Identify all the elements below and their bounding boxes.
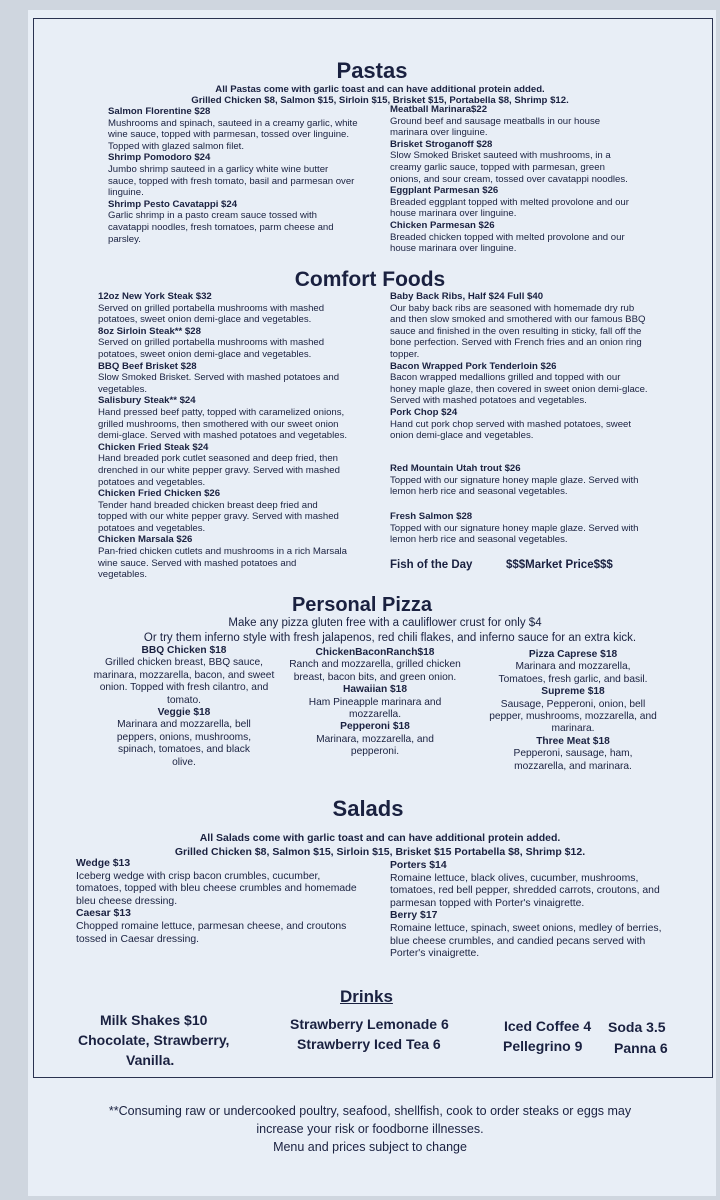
footer-line-2: increase your risk or foodborne illnesses. bbox=[256, 1122, 484, 1136]
item-name: Fresh Salmon $28 bbox=[390, 511, 473, 522]
item-name: Baby Back Ribs, Half $24 Full $40 bbox=[390, 291, 544, 302]
menu-item bbox=[280, 647, 470, 684]
drinks-heading: Drinks bbox=[340, 987, 393, 1006]
item-description: Romaine lettuce, black olives, cucumber, mushrooms, tomatoes, red bell pepper, shredded carrots, croutons, and parmesan topped with Porter's vinaigrette. bbox=[390, 872, 660, 909]
drink-milkshake-flavors-1: Chocolate, Strawberry, bbox=[78, 1032, 230, 1048]
salads-left-column bbox=[76, 858, 360, 946]
menu-item bbox=[84, 645, 284, 707]
item-name: Eggplant Parmesan $26 bbox=[390, 185, 499, 197]
item-name: BBQ Beef Brisket $28 bbox=[98, 360, 197, 372]
item-description: Breaded eggplant topped with melted provolone and our house marinara over linguine. bbox=[390, 196, 629, 220]
item-name: Bacon Wrapped Pork Tenderloin $26 bbox=[390, 360, 557, 372]
salads-heading: Salads bbox=[332, 796, 404, 821]
menu-item-fresh-salmon bbox=[390, 511, 648, 546]
menu-item bbox=[76, 908, 360, 946]
menu-item bbox=[478, 686, 668, 736]
menu-item bbox=[76, 858, 360, 908]
item-name: Pork Chop $24 bbox=[390, 406, 458, 418]
item-description: Ranch and mozzarella, grilled chicken breast, bacon bits, and green onion. bbox=[289, 659, 461, 683]
item-description: Our baby back ribs are seasoned with homemade dry rub and then slow smoked and smothered with our famous BBQ sauce and finished in the oven resulting in sticky, fall off the bone perfection. Served with French fries and an onion ring topper. bbox=[390, 302, 646, 360]
fish-of-the-day-label: Fish of the Day bbox=[390, 559, 473, 571]
menu-item bbox=[280, 721, 470, 758]
item-name: Brisket Stroganoff $28 bbox=[390, 138, 493, 150]
fish-of-the-day-price: $$$Market Price$$$ bbox=[506, 559, 613, 571]
menu-item bbox=[98, 361, 348, 396]
menu-item bbox=[478, 649, 668, 686]
item-description: Hand breaded pork cutlet seasoned and deep fried, then drenched in our white pepper gravy. Served with mashed potatoes and vegetables. bbox=[98, 453, 340, 488]
item-description: Topped with our signature honey maple glaze. Served with lemon herb rice and seasonal vegetables. bbox=[390, 522, 639, 546]
item-name: 12oz New York Steak $32 bbox=[98, 291, 212, 302]
menu-item bbox=[108, 199, 358, 245]
item-name: BBQ Chicken $18 bbox=[141, 645, 227, 656]
item-description: Marinara and mozzarella, bell peppers, onions, mushrooms, spinach, tomatoes, and black olive. bbox=[116, 719, 252, 768]
pizza-heading: Personal Pizza bbox=[291, 594, 433, 616]
pastas-heading: Pastas bbox=[336, 58, 408, 83]
menu-item bbox=[98, 488, 348, 534]
item-description: Hand pressed beef patty, topped with caramelized onions, grilled mushrooms, then smothered with our sweet onion demi-glace. Served with mashed potatoes and vegetables. bbox=[98, 406, 348, 442]
pastas-note-2: Grilled Chicken $8, Salmon $15, Sirloin $15, Brisket $15, Portabella $8, Shrimp $12. bbox=[191, 95, 569, 106]
item-description: Served on grilled portabella mushrooms with mashed potatoes, sweet onion demi-glace and vegetables. bbox=[98, 302, 325, 326]
item-description: Pepperoni, sausage, ham, mozzarella, and marinara. bbox=[513, 748, 633, 772]
pizza-note-1: Make any pizza gluten free with a cauliflower crust for only $4 bbox=[228, 617, 542, 629]
item-name: Red Mountain Utah trout $26 bbox=[390, 463, 521, 474]
item-description: Iceberg wedge with crisp bacon crumbles, cucumber, tomatoes, topped with bleu cheese crumbles and homemade bleu cheese dressing. bbox=[76, 870, 357, 907]
item-description: Pan-fried chicken cutlets and mushrooms in a rich Marsala wine sauce. Served with mashed potatoes and vegetables. bbox=[98, 546, 348, 581]
pizza-column-2 bbox=[280, 647, 470, 759]
item-name: Pizza Caprese $18 bbox=[528, 649, 618, 660]
item-description: Marinara and mozzarella, Tomatoes, fresh garlic, and basil. bbox=[498, 661, 648, 685]
drink-strawberry-iced-tea: Strawberry Iced Tea 6 bbox=[297, 1036, 441, 1052]
drink-milkshake-flavors-2: Vanilla. bbox=[126, 1052, 175, 1068]
item-name: Veggie $18 bbox=[157, 707, 211, 719]
item-name: Three Meat $18 bbox=[536, 735, 610, 747]
item-description: Tender hand breaded chicken breast deep fried and topped with our white pepper gravy. Served with mashed potatoes and vegetables. bbox=[98, 499, 339, 534]
item-name: Salmon Florentine $28 bbox=[108, 106, 211, 117]
menu-item-trout bbox=[390, 463, 648, 498]
item-name: Chicken Fried Chicken $26 bbox=[98, 488, 221, 500]
menu-item bbox=[390, 139, 630, 185]
item-description: Slow Smoked Brisket sauteed with mushrooms, in a creamy garlic sauce, topped with parmesan, green onions, and sour cream, tossed over cavatappi noodles. bbox=[390, 150, 628, 185]
item-description: Breaded chicken topped with melted provolone and our house marinara over linguine. bbox=[390, 231, 625, 255]
item-description: Served on grilled portabella mushrooms with mashed potatoes, sweet onion demi-glace and vegetables. bbox=[98, 337, 325, 360]
item-name: Chicken Parmesan $26 bbox=[390, 219, 495, 231]
footer-line-1: **Consuming raw or undercooked poultry, seafood, shellfish, cook to order steaks or eggs may bbox=[108, 1104, 632, 1118]
item-description: Hand cut pork chop served with mashed potatoes, sweet onion demi-glace and vegetables. bbox=[390, 418, 632, 442]
menu-item bbox=[108, 106, 358, 152]
pastas-right-column bbox=[390, 104, 630, 255]
item-description: Bacon wrapped medallions grilled and topped with our honey maple glaze, then covered in sweet onion demi-glace. Served with mashed potatoes and vegetables. bbox=[390, 372, 648, 407]
pizza-column-3 bbox=[478, 649, 668, 773]
item-description: Jumbo shrimp sauteed in a garlicy white wine butter sauce, topped with fresh tomato, basil and parmesan over linguine. bbox=[108, 163, 355, 199]
pizza-note-2: Or try them inferno style with fresh jalapenos, red chili flakes, and inferno sauce for an extra kick. bbox=[143, 632, 637, 644]
item-description: Topped with our signature honey maple glaze. Served with lemon herb rice and seasonal vegetables. bbox=[390, 474, 639, 498]
salads-right-column bbox=[390, 860, 666, 961]
salads-note-1: All Salads come with garlic toast and can have additional protein added. bbox=[199, 832, 561, 844]
menu-item bbox=[390, 910, 666, 960]
item-description: Grilled chicken breast, BBQ sauce, marinara, mozzarella, bacon, and sweet onion. Topped with fresh cilantro, and tomato. bbox=[93, 657, 275, 706]
comfort-heading: Comfort Foods bbox=[294, 268, 446, 291]
drink-iced-coffee: Iced Coffee 4 bbox=[504, 1018, 592, 1034]
item-description: Marinara, mozzarella, and pepperoni. bbox=[316, 733, 434, 758]
item-name: Porters $14 bbox=[390, 860, 447, 871]
comfort-right-column bbox=[390, 291, 648, 442]
menu-item bbox=[98, 442, 348, 488]
item-name: Wedge $13 bbox=[76, 858, 131, 869]
menu-item bbox=[390, 185, 630, 220]
item-name: Supreme $18 bbox=[541, 686, 605, 698]
item-name: ChickenBaconRanch$18 bbox=[315, 647, 435, 658]
menu-item bbox=[98, 326, 348, 361]
item-name: Caesar $13 bbox=[76, 908, 131, 920]
item-description: Sausage, Pepperoni, onion, bell pepper, mushrooms, mozzarella, and marinara. bbox=[489, 698, 657, 735]
item-name: Chicken Fried Steak $24 bbox=[98, 441, 209, 453]
menu-item bbox=[280, 684, 470, 721]
drink-panna: Panna 6 bbox=[614, 1040, 668, 1056]
menu-item bbox=[390, 220, 630, 255]
footer-line-3: Menu and prices subject to change bbox=[273, 1140, 467, 1154]
salads-note-2: Grilled Chicken $8, Salmon $15, Sirloin $15, Brisket $15 Portabella $8, Shrimp $12. bbox=[174, 846, 586, 858]
menu-item bbox=[98, 291, 348, 326]
menu-item bbox=[390, 860, 666, 910]
menu-item bbox=[478, 736, 668, 773]
item-name: 8oz Sirloin Steak** $28 bbox=[98, 325, 201, 337]
item-description: Chopped romaine lettuce, parmesan cheese, and croutons tossed in Caesar dressing. bbox=[76, 920, 347, 945]
item-name: Shrimp Pesto Cavatappi $24 bbox=[108, 198, 238, 210]
item-name: Salisbury Steak** $24 bbox=[98, 395, 196, 407]
drink-pellegrino: Pellegrino 9 bbox=[503, 1038, 583, 1054]
pastas-left-column bbox=[108, 106, 358, 245]
menu-item bbox=[390, 407, 648, 442]
menu-item bbox=[108, 152, 358, 198]
menu-item bbox=[390, 291, 648, 361]
item-description: Garlic shrimp in a pasto cream sauce tossed with cavatappi noodles, fresh tomatoes, parm cheese and parsley. bbox=[108, 210, 334, 245]
drink-milkshakes: Milk Shakes $10 bbox=[100, 1012, 208, 1028]
drink-soda: Soda 3.5 bbox=[608, 1019, 666, 1035]
item-name: Pepperoni $18 bbox=[340, 721, 410, 733]
item-description: Ham Pineapple marinara and mozzarella. bbox=[308, 696, 442, 721]
item-description: Ground beef and sausage meatballs in our house marinara over linguine. bbox=[390, 115, 601, 139]
pastas-note-1: All Pastas come with garlic toast and can have additional protein added. bbox=[215, 84, 545, 95]
item-name: Hawaiian $18 bbox=[343, 684, 407, 696]
item-name: Shrimp Pomodoro $24 bbox=[108, 152, 211, 164]
menu-item bbox=[390, 104, 630, 139]
item-description: Slow Smoked Brisket. Served with mashed potatoes and vegetables. bbox=[98, 372, 340, 395]
comfort-left-column bbox=[98, 291, 348, 581]
item-name: Berry $17 bbox=[390, 910, 438, 922]
item-name: Meatball Marinara$22 bbox=[390, 104, 488, 115]
item-name: Chicken Marsala $26 bbox=[98, 534, 193, 546]
menu-item bbox=[390, 361, 648, 407]
menu-item bbox=[98, 534, 348, 580]
pizza-column-1 bbox=[84, 645, 284, 769]
drink-strawberry-lemonade: Strawberry Lemonade 6 bbox=[290, 1016, 449, 1032]
menu-item bbox=[84, 707, 284, 769]
item-description: Romaine lettuce, spinach, sweet onions, medley of berries, blue cheese crumbles, and candied pecans served with Porter's vinaigrette. bbox=[390, 922, 662, 960]
item-description: Mushrooms and spinach, sauteed in a creamy garlic, white wine sauce, topped with parmesan, tossed over linguine. Topped with glazed salmon filet. bbox=[108, 117, 358, 152]
menu-item bbox=[98, 395, 348, 441]
